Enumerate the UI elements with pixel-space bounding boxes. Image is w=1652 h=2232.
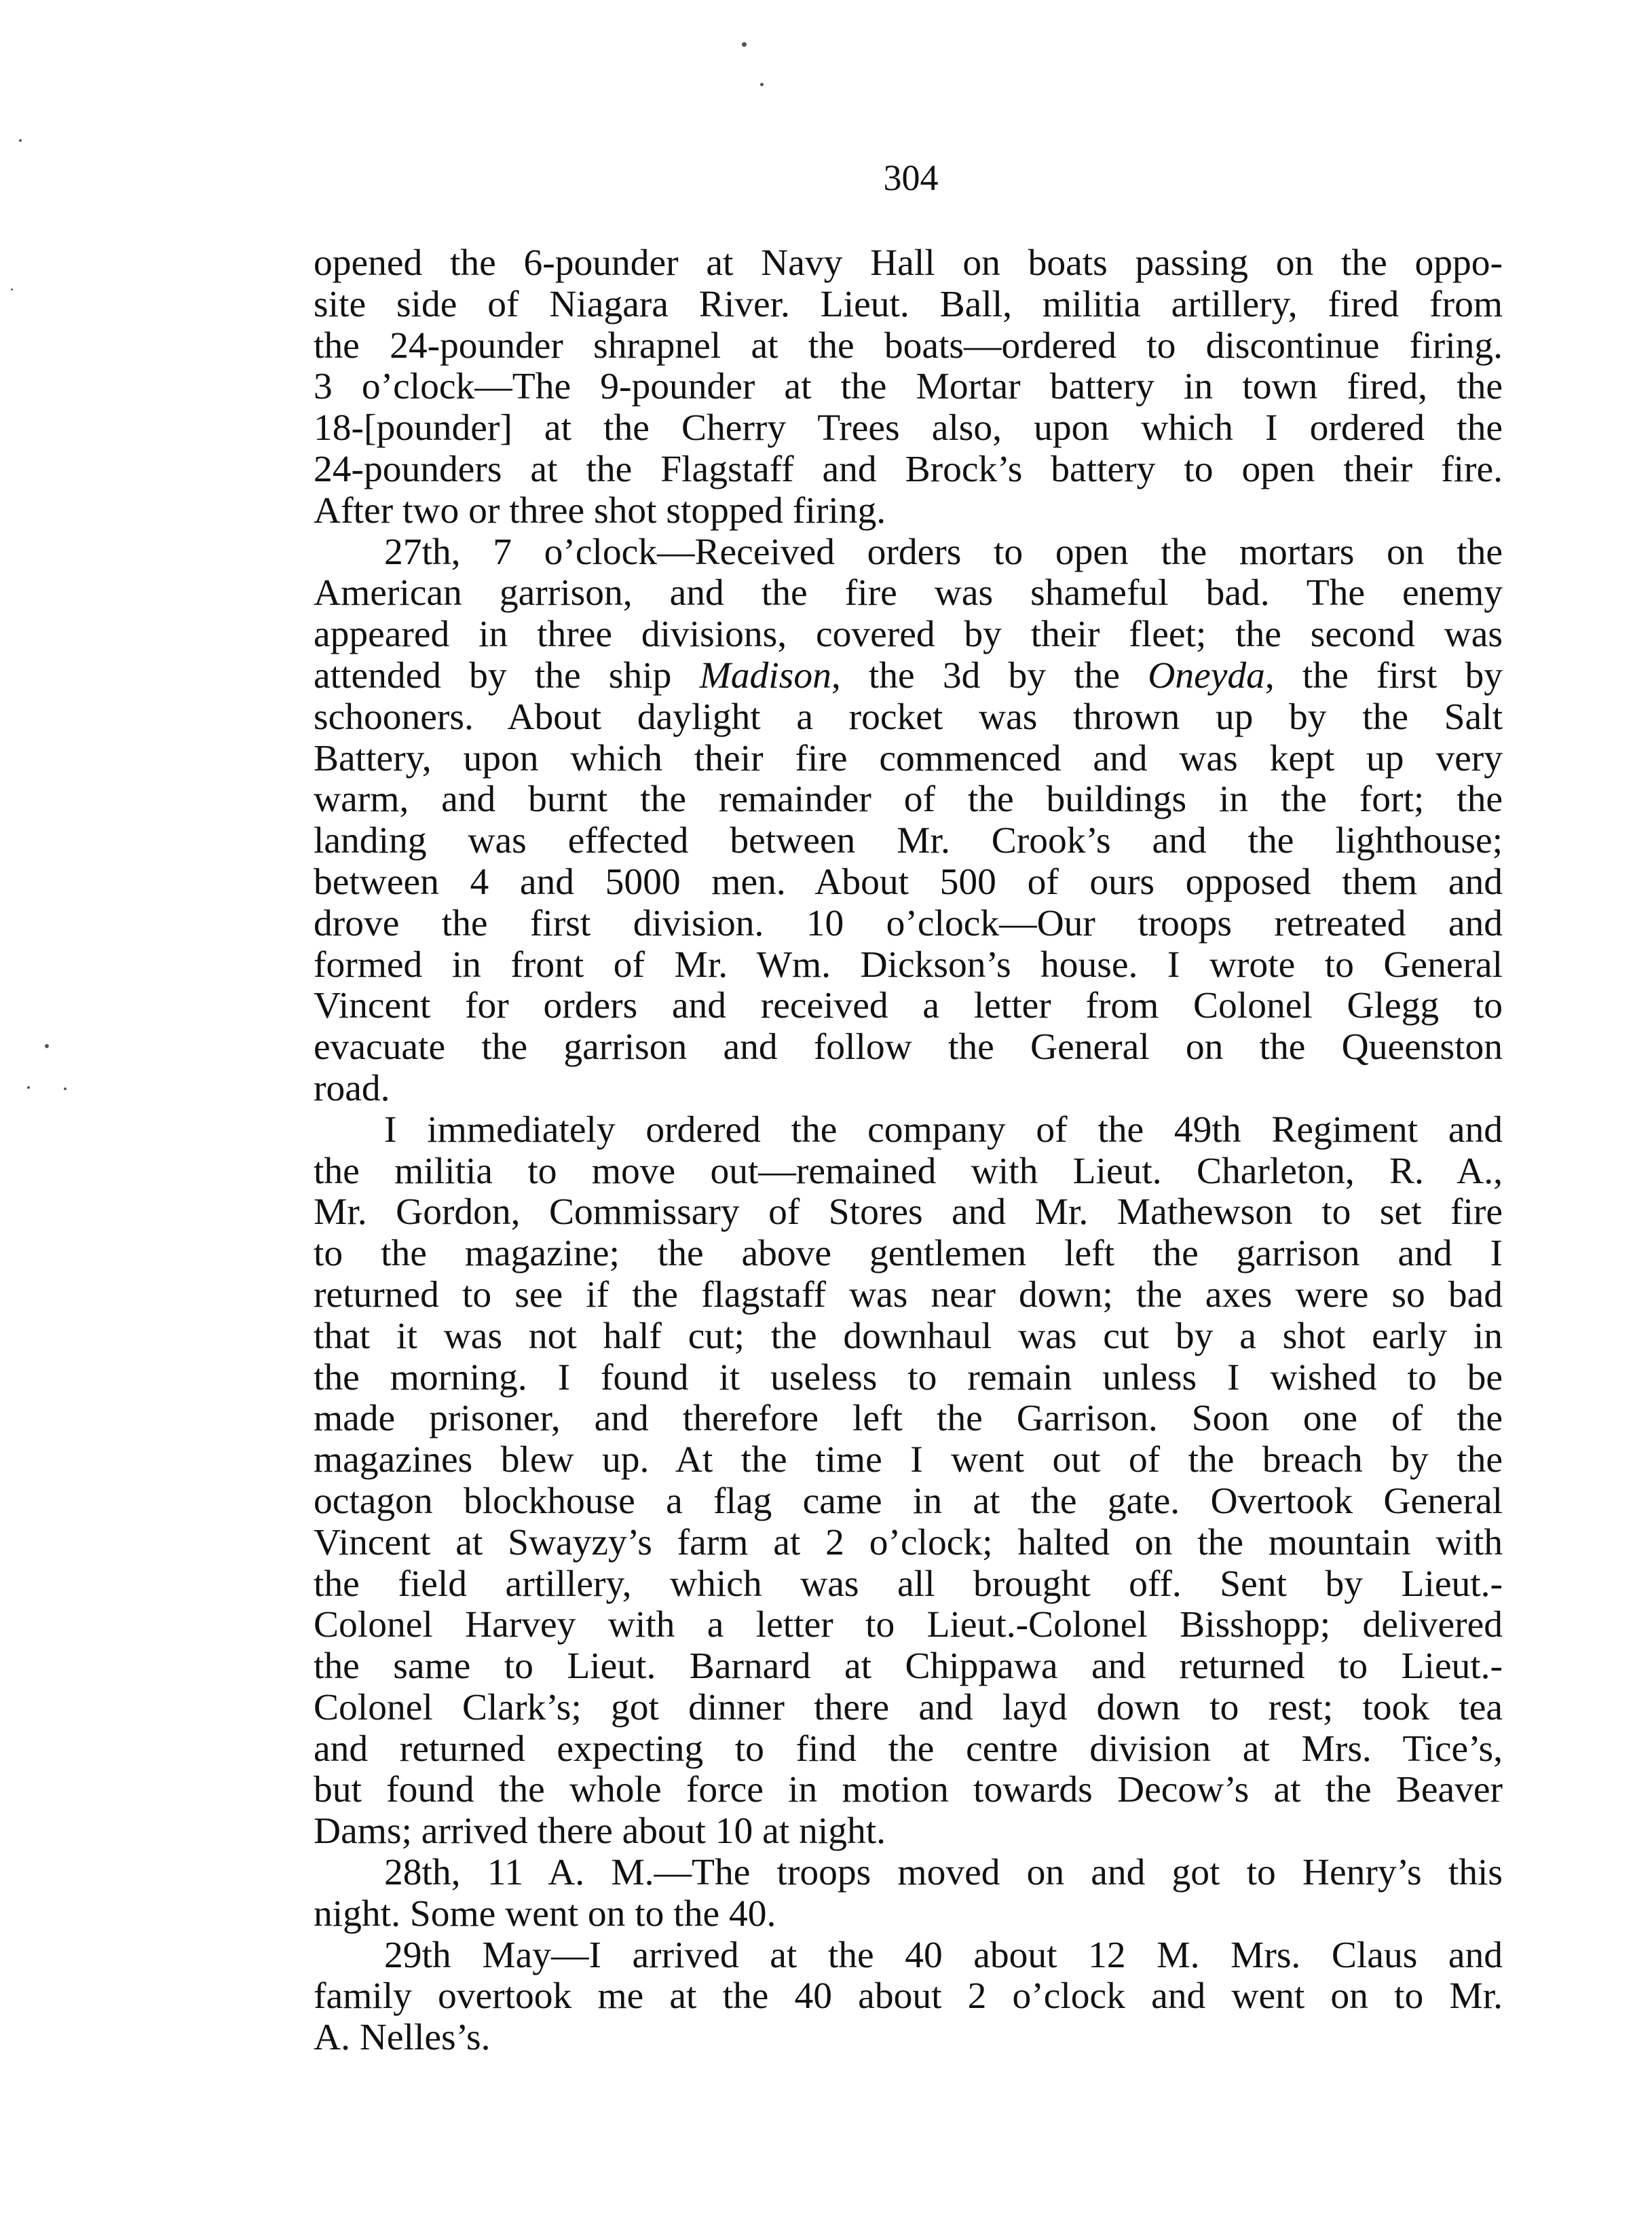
text-line: I immediately ordered the company of the 49th Regiment and bbox=[384, 1109, 1503, 1151]
text-line: appeared in three divisions, covered by their fleet; the second was bbox=[314, 614, 1503, 656]
ship-name: Madison bbox=[699, 654, 831, 696]
text-line: Colonel Harvey with a letter to Lieut.-Colonel Bisshopp; delivered bbox=[314, 1604, 1503, 1646]
text-line: that it was not half cut; the downhaul was cut by a shot early in bbox=[314, 1315, 1503, 1357]
text-line: between 4 and 5000 men. About 500 of ours opposed them and bbox=[314, 861, 1503, 903]
paragraph-2 bbox=[314, 532, 1503, 1110]
text-line: warm, and burnt the remainder of the buildings in the fort; the bbox=[314, 779, 1503, 821]
text-line: drove the first division. 10 o’clock—Our troops retreated and bbox=[314, 902, 1503, 944]
text-line: magazines blew up. At the time I went out of the breach by the bbox=[314, 1439, 1503, 1481]
text-line: 29th May—I arrived at the 40 about 12 M. Mrs. Claus and bbox=[384, 1934, 1503, 1976]
text-line: 18-[pounder] at the Cherry Trees also, upon which I ordered the bbox=[314, 407, 1503, 449]
text-line: returned to see if the flagstaff was near down; the axes were so bad bbox=[314, 1273, 1503, 1316]
paragraph-3 bbox=[314, 1110, 1503, 1853]
ship-name: Oneyda bbox=[1148, 654, 1265, 696]
text-line: formed in front of Mr. Wm. Dickson’s house. I wrote to General bbox=[314, 944, 1503, 986]
page-number: 304 bbox=[883, 157, 939, 198]
scan-speck bbox=[45, 1044, 49, 1048]
text-line: attended by the ship Madison, the 3d by the Oneyda, the first by bbox=[314, 654, 1503, 696]
scan-speck bbox=[27, 1086, 30, 1089]
text-line: Dams; arrived there about 10 at night. bbox=[314, 1810, 886, 1853]
text-line: but found the whole force in motion towards Decow’s at the Beaver bbox=[314, 1769, 1503, 1811]
text-line: 24-pounders at the Flagstaff and Brock’s battery to open their fire. bbox=[314, 448, 1503, 490]
text-line: After two or three shot stopped firing. bbox=[314, 489, 886, 532]
text-line: made prisoner, and therefore left the Garrison. Soon one of the bbox=[314, 1398, 1503, 1440]
text-line: to the magazine; the above gentlemen left the garrison and I bbox=[314, 1233, 1503, 1275]
text-line: landing was effected between Mr. Crook’s and the lighthouse; bbox=[314, 820, 1503, 862]
text-line: the militia to move out—remained with Lieut. Charleton, R. A., bbox=[314, 1150, 1503, 1192]
text-line: family overtook me at the 40 about 2 o’clock and went on to Mr. bbox=[314, 1975, 1503, 2017]
text-line: Battery, upon which their fire commenced and was kept up very bbox=[314, 737, 1503, 779]
paragraph-5 bbox=[314, 1935, 1503, 2059]
scan-speck bbox=[11, 289, 13, 291]
scan-speck bbox=[19, 139, 22, 142]
text-line: the field artillery, which was all brought off. Sent by Lieut.- bbox=[314, 1563, 1503, 1605]
scan-speck bbox=[64, 1087, 67, 1090]
text-line: schooners. About daylight a rocket was thrown up by the Salt bbox=[314, 696, 1503, 738]
text-line: the same to Lieut. Barnard at Chippawa and returned to Lieut.- bbox=[314, 1645, 1503, 1688]
text-line: Vincent at Swayzy’s farm at 2 o’clock; halted on the mountain with bbox=[314, 1521, 1503, 1563]
text-line: the 24-pounder shrapnel at the boats—ordered to discontinue firing. bbox=[314, 324, 1503, 367]
text-line: 27th, 7 o’clock—Received orders to open the mortars on the bbox=[384, 531, 1503, 573]
text-line: the morning. I found it useless to remain unless I wished to be bbox=[314, 1356, 1503, 1398]
text-line: Vincent for orders and received a letter from Colonel Glegg to bbox=[314, 985, 1503, 1027]
text-line: Mr. Gordon, Commissary of Stores and Mr. Mathewson to set fire bbox=[314, 1191, 1503, 1233]
text-line: site side of Niagara River. Lieut. Ball, militia artillery, fired from bbox=[314, 283, 1503, 325]
text-line: octagon blockhouse a flag came in at the gate. Overtook General bbox=[314, 1480, 1503, 1522]
text-line: evacuate the garrison and follow the General on the Queenston bbox=[314, 1026, 1503, 1068]
text-line: 3 o’clock—The 9-pounder at the Mortar battery in town fired, the bbox=[314, 366, 1503, 408]
text-line: and returned expecting to find the centre division at Mrs. Tice’s, bbox=[314, 1728, 1503, 1770]
scan-speck bbox=[742, 42, 747, 47]
paragraph-1 bbox=[314, 243, 1503, 532]
text-line: American garrison, and the fire was shameful bad. The enemy bbox=[314, 572, 1503, 614]
text-line: road. bbox=[314, 1067, 390, 1109]
text-line: 28th, 11 A. M.—The troops moved on and got to Henry’s this bbox=[384, 1852, 1503, 1894]
text-line: night. Some went on to the 40. bbox=[314, 1893, 776, 1935]
text-line: A. Nelles’s. bbox=[314, 2017, 491, 2059]
text-line: Colonel Clark’s; got dinner there and layd down to rest; took tea bbox=[314, 1686, 1503, 1728]
paragraph-4 bbox=[314, 1853, 1503, 1935]
scan-speck bbox=[760, 83, 764, 86]
body-text bbox=[314, 243, 1503, 2059]
text-line: opened the 6-pounder at Navy Hall on boats passing on the oppo- bbox=[314, 242, 1503, 284]
